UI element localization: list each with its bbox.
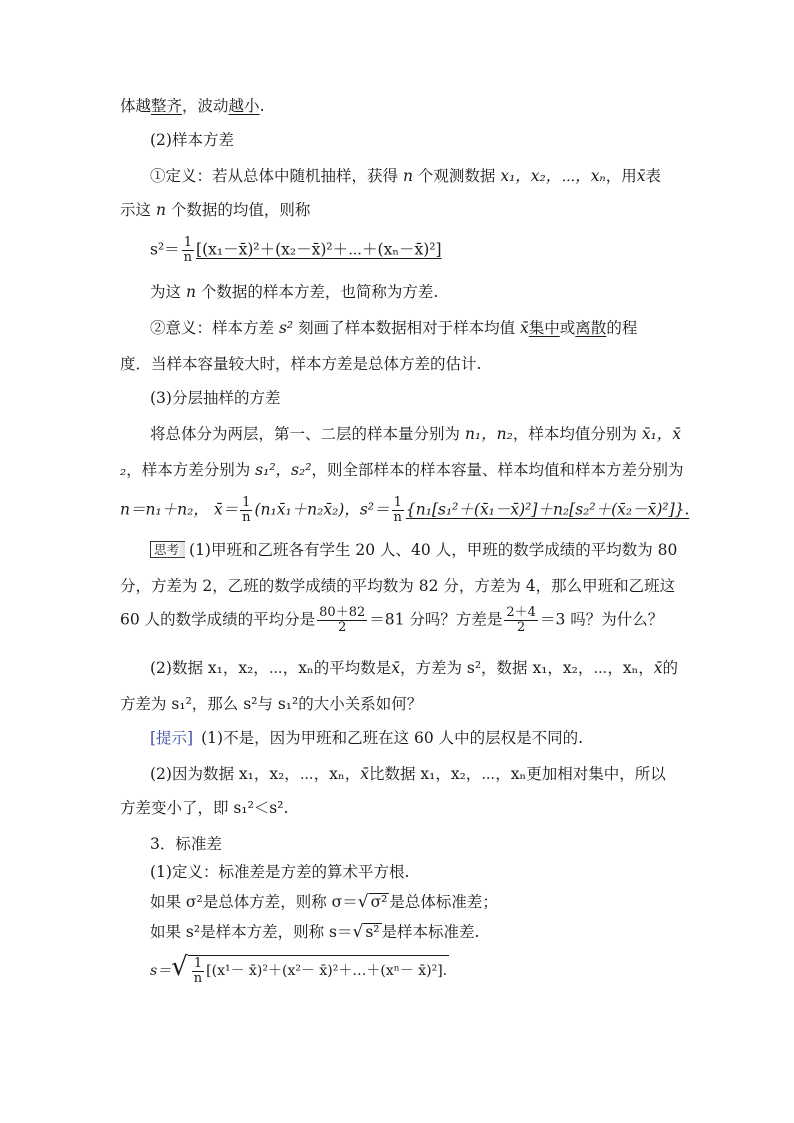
think-line-1: 思考 (1)甲班和乙班各有学生 20 人、40 人，甲班的数学成绩的平均数为 80 — [150, 540, 677, 560]
fraction: $\frac{1}{n}$ — [393, 495, 402, 525]
formula-stratified: n＝n₁＋n₂， x̄＝ $\frac{1}{n}$ (n₁x̄₁＋n₂x̄₂)，s²＝ $\frac{1}{n}$ {n₁[s₁²＋(x̄₁－x̄)²]＋n₂[s₂²＋(x̄₂－x̄)²]}. — [120, 495, 690, 525]
think-line-4: (2)数据 x₁，x₂，⋯，xₙ的平均数是x̄，方差为 s²，数据 x₁，x₂，⋯，xₙ，x̄的 — [150, 659, 679, 677]
fraction: $\frac{2+4}{2}$ — [506, 605, 536, 635]
sd-definition: (1)定义：标准差是方差的算术平方根. — [150, 863, 410, 881]
blank-answer-离散: 离散 — [575, 319, 607, 337]
sd-sample: 如果 s²是样本方差，则称 s＝√ s² 是样本标准差. — [150, 922, 480, 942]
hint-line-2: (2)因为数据 x₁，x₂，⋯，xₙ，x̄比数据 x₁，x₂，⋯，xₙ更加相对集中，所以 — [150, 765, 666, 783]
blank-answer-集中: 集中 — [528, 319, 560, 337]
think-line-5: 方差为 s₁²，那么 s²与 s₁²的大小关系如何？ — [120, 695, 423, 713]
blank-answer-整齐: 整齐 — [151, 97, 183, 115]
hint-tag: [提示] — [150, 729, 194, 747]
line-definition: ①定义：若从总体中随机抽样，获得 n 个观测数据 x₁，x₂，⋯，xₙ，用x̄表 — [150, 167, 661, 185]
think-line-2: 分，方差为 2，乙班的数学成绩的平均数为 82 分，方差为 4，那么甲班和乙班这 — [120, 577, 676, 595]
line-meaning: ②意义：样本方差 s² 刻画了样本数据相对于样本均值 x̄集中或离散的程 — [150, 319, 638, 337]
line-1: 体越整齐，波动越小. — [120, 97, 265, 115]
hint-line-1: [提示] (1)不是，因为甲班和乙班在这 60 人中的层权是不同的. — [150, 729, 584, 747]
line-meaning-cont: 度．当样本容量较大时，样本方差是总体方差的估计. — [120, 355, 482, 373]
formula-sd: s＝√ $\frac{1}{n}$ [(x¹－ x̄)²＋(x²－ x̄)²＋…＋(xⁿ－ x̄)²]. — [150, 952, 448, 986]
line-definition-cont: 示这 n 个数据的均值，则称 — [120, 201, 311, 219]
section-heading-sample-variance: (2)样本方差 — [150, 131, 234, 149]
section-heading-standard-deviation: 3．标准差 — [150, 835, 222, 853]
fraction: $\frac{1}{n}$ — [183, 235, 193, 265]
fraction: $\frac{80+82}{2}$ — [319, 605, 366, 635]
hint-line-3: 方差变小了，即 s₁²＜s². — [120, 799, 289, 817]
fraction: $\frac{1}{n}$ — [242, 495, 251, 525]
fraction: $\frac{1}{n}$ — [193, 955, 203, 986]
line-stratified: 将总体分为两层，第一、二层的样本量分别为 n₁，n₂，样本均值分别为 x̄₁，x̄ — [150, 425, 682, 443]
formula-variance: s²＝ $\frac{1}{n}$ [(x₁－x̄)²＋(x₂－x̄)²＋⋯＋(xₙ－x̄)²] — [150, 235, 442, 265]
think-line-3: 60 人的数学成绩的平均分是 $\frac{80+82}{2}$ ＝81 分吗？方差是 $\frac{2+4}{2}$ ＝3 吗？为什么？ — [120, 605, 664, 635]
sd-population: 如果 σ²是总体方差，则称 σ＝√ σ² 是总体标准差； — [150, 892, 498, 912]
blank-answer-越小: 越小 — [228, 97, 260, 115]
line-variance-name: 为这 n 个数据的样本方差，也简称为方差. — [150, 283, 439, 301]
section-heading-stratified-variance: (3)分层抽样的方差 — [150, 389, 281, 407]
line-stratified-cont: ₂，样本方差分别为 s₁²，s₂²，则全部样本的样本容量、样本均值和样本方差分别为 — [120, 461, 684, 479]
think-tag: 思考 — [150, 541, 185, 558]
